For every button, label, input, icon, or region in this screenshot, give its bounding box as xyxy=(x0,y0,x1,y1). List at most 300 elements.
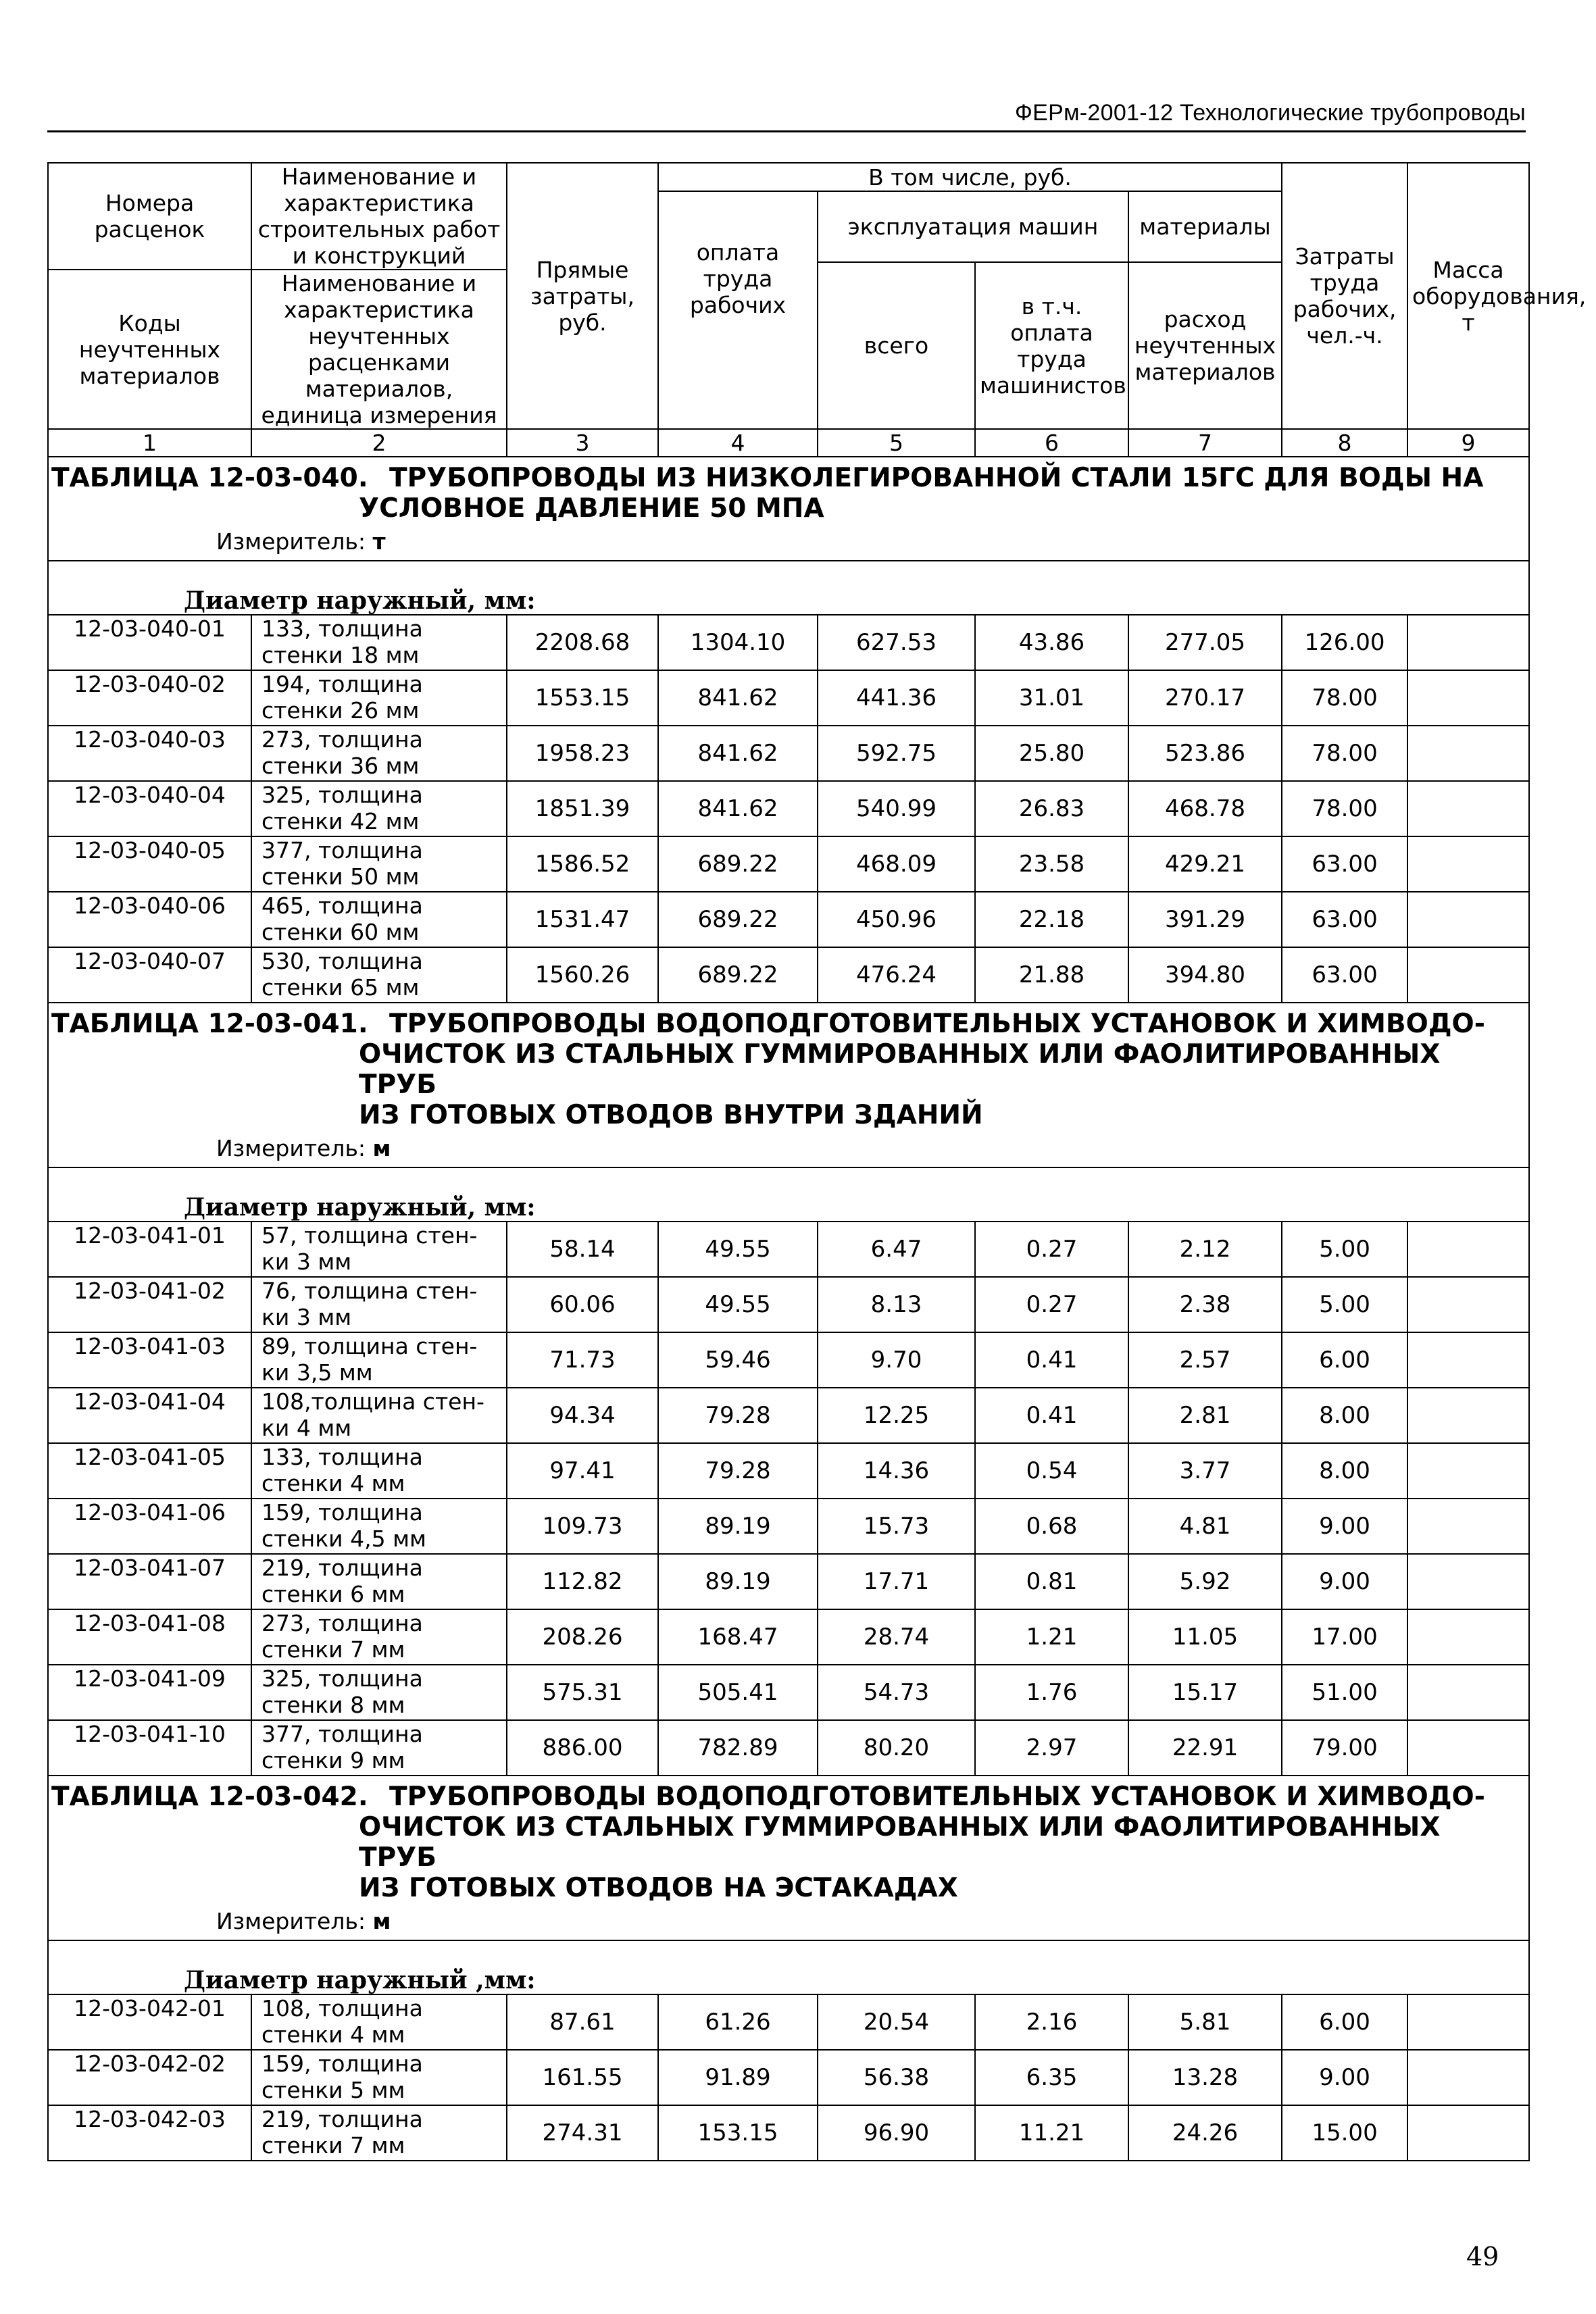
materials-cost-cell: 4.81 xyxy=(1128,1499,1282,1554)
equipment-mass-cell xyxy=(1407,1443,1529,1499)
rate-description xyxy=(251,836,507,892)
labor-hours-cell: 6.00 xyxy=(1282,1332,1407,1388)
section-title xyxy=(48,1003,1529,1130)
labor-hours-cell: 5.00 xyxy=(1282,1277,1407,1332)
description-line: стенки 50 мм xyxy=(261,863,420,890)
materials-cost-cell: 2.12 xyxy=(1128,1222,1282,1277)
materials-cost-cell: 2.38 xyxy=(1128,1277,1282,1332)
description-line: стенки 4,5 мм xyxy=(261,1526,426,1552)
labor-pay-cell: 89.19 xyxy=(658,1499,818,1554)
labor-hours-cell: 126.00 xyxy=(1282,615,1407,670)
rate-description xyxy=(251,1609,507,1665)
labor-pay-cell: 505.41 xyxy=(658,1665,818,1720)
operators-pay-cell: 43.86 xyxy=(975,615,1128,670)
labor-pay-cell: 79.28 xyxy=(658,1443,818,1499)
section-title-line xyxy=(51,1782,1526,1812)
table-row xyxy=(48,892,1529,947)
description-line: 530, толщина xyxy=(261,948,423,974)
labor-hours-cell: 78.00 xyxy=(1282,781,1407,836)
direct-cost-cell: 2208.68 xyxy=(507,615,658,670)
section-title-line: ОЧИСТОК ИЗ СТАЛЬНЫХ ГУММИРОВАННЫХ ИЛИ ФАОЛИТИРОВАННЫХ ТРУБ xyxy=(359,1039,1441,1100)
col3-header: Прямые затраты, руб. xyxy=(507,163,658,429)
description-line: 377, толщина xyxy=(261,1721,423,1747)
section-title-row xyxy=(48,457,1529,524)
labor-pay-cell: 689.22 xyxy=(658,836,818,892)
diameter-label: Диаметр наружный, мм: xyxy=(48,1167,1529,1222)
rate-code: 12-03-041-07 xyxy=(48,1554,251,1609)
description-line: ки 3 мм xyxy=(261,1304,352,1330)
direct-cost-cell: 97.41 xyxy=(507,1443,658,1499)
description-line: ки 3 мм xyxy=(261,1249,352,1275)
labor-hours-cell: 8.00 xyxy=(1282,1443,1407,1499)
materials-cost-cell: 22.91 xyxy=(1128,1720,1282,1776)
col-number: 6 xyxy=(975,429,1128,457)
rate-code: 12-03-041-05 xyxy=(48,1443,251,1499)
labor-pay-cell: 1304.10 xyxy=(658,615,818,670)
machines-total-cell: 80.20 xyxy=(818,1720,975,1776)
materials-cost-cell: 523.86 xyxy=(1128,726,1282,781)
direct-cost-cell: 1851.39 xyxy=(507,781,658,836)
table-header xyxy=(48,163,1587,457)
description-line: стенки 9 мм xyxy=(261,1747,405,1774)
description-line: стенки 6 мм xyxy=(261,1581,405,1607)
operators-pay-cell: 0.27 xyxy=(975,1222,1128,1277)
section-title-text: ТРУБОПРОВОДЫ ВОДОПОДГОТОВИТЕЛЬНЫХ УСТАНОВОК И ХИМВОДО- xyxy=(389,1009,1485,1039)
section-title-line: ИЗ ГОТОВЫХ ОТВОДОВ НА ЭСТАКАДАХ xyxy=(359,1873,958,1903)
description-line: 89, толщина стен- xyxy=(261,1333,478,1359)
labor-pay-cell: 49.55 xyxy=(658,1277,818,1332)
table-row xyxy=(48,1665,1529,1720)
description-line: 133, толщина xyxy=(261,615,423,642)
materials-cost-cell: 394.80 xyxy=(1128,947,1282,1003)
col4-header: оплата труда рабочих xyxy=(658,191,818,429)
description-line: 159, толщина xyxy=(261,2051,423,2077)
description-line: стенки 36 мм xyxy=(261,753,420,779)
description-line: 57, толщина стен- xyxy=(261,1222,478,1249)
labor-pay-cell: 89.19 xyxy=(658,1554,818,1609)
rate-code: 12-03-040-07 xyxy=(48,947,251,1003)
col2-top-header: Наименование и характеристика строительных работ и конструкций xyxy=(251,163,507,270)
section-title-line: УСЛОВНОЕ ДАВЛЕНИЕ 50 МПА xyxy=(359,493,824,524)
col7-header: расход неучтенных материалов xyxy=(1128,262,1282,429)
machines-total-cell: 450.96 xyxy=(818,892,975,947)
table-row xyxy=(48,1554,1529,1609)
table-row xyxy=(48,1499,1529,1554)
description-line: ки 3,5 мм xyxy=(261,1359,373,1386)
rate-description xyxy=(251,1277,507,1332)
equipment-mass-cell xyxy=(1407,781,1529,836)
table-row xyxy=(48,670,1529,726)
measure-label: Измеритель: xyxy=(216,528,366,555)
labor-hours-cell: 15.00 xyxy=(1282,2105,1407,2161)
rate-code: 12-03-041-01 xyxy=(48,1222,251,1277)
table-row xyxy=(48,947,1529,1003)
incl-header: В том числе, руб. xyxy=(658,163,1282,191)
operators-pay-cell: 0.41 xyxy=(975,1388,1128,1443)
table-row xyxy=(48,1332,1529,1388)
rate-description xyxy=(251,1443,507,1499)
measure-row xyxy=(48,1130,1529,1167)
direct-cost-cell: 87.61 xyxy=(507,1994,658,2050)
description-line: стенки 4 мм xyxy=(261,2021,405,2048)
materials-cost-cell: 5.81 xyxy=(1128,1994,1282,2050)
labor-hours-cell: 9.00 xyxy=(1282,2050,1407,2105)
materials-cost-cell: 2.57 xyxy=(1128,1332,1282,1388)
labor-pay-cell: 841.62 xyxy=(658,726,818,781)
description-line: 219, толщина xyxy=(261,1555,423,1581)
labor-pay-cell: 61.26 xyxy=(658,1994,818,2050)
equipment-mass-cell xyxy=(1407,1720,1529,1776)
rate-code: 12-03-041-03 xyxy=(48,1332,251,1388)
machines-total-cell: 15.73 xyxy=(818,1499,975,1554)
description-line: ки 4 мм xyxy=(261,1415,352,1441)
labor-pay-cell: 841.62 xyxy=(658,670,818,726)
description-line: стенки 7 мм xyxy=(261,1636,405,1663)
section-title-row xyxy=(48,1003,1529,1130)
measure-unit xyxy=(48,1130,1529,1167)
diameter-label: Диаметр наружный, мм: xyxy=(48,561,1529,615)
equipment-mass-cell xyxy=(1407,1994,1529,2050)
measure-value: м xyxy=(372,1908,391,1934)
materials-cost-cell: 277.05 xyxy=(1128,615,1282,670)
labor-pay-cell: 689.22 xyxy=(658,892,818,947)
machines-total-cell: 56.38 xyxy=(818,2050,975,2105)
table-row xyxy=(48,726,1529,781)
rate-description xyxy=(251,2050,507,2105)
section-number: ТАБЛИЦА 12-03-042. xyxy=(51,1782,368,1812)
rate-code: 12-03-040-01 xyxy=(48,615,251,670)
rate-description xyxy=(251,1554,507,1609)
materials-cost-cell: 5.92 xyxy=(1128,1554,1282,1609)
description-line: стенки 26 мм xyxy=(261,697,420,724)
diameter-label: Диаметр наружный ,мм: xyxy=(48,1940,1529,1994)
description-line: 325, толщина xyxy=(261,782,423,808)
section-number: ТАБЛИЦА 12-03-041. xyxy=(51,1009,368,1039)
operators-pay-cell: 25.80 xyxy=(975,726,1128,781)
labor-hours-cell: 5.00 xyxy=(1282,1222,1407,1277)
section-title-row xyxy=(48,1776,1529,1903)
rate-code: 12-03-041-02 xyxy=(48,1277,251,1332)
table-body xyxy=(48,457,1529,2161)
section-title-line: ОЧИСТОК ИЗ СТАЛЬНЫХ ГУММИРОВАННЫХ ИЛИ ФАОЛИТИРОВАННЫХ ТРУБ xyxy=(359,1812,1441,1873)
description-line: 273, толщина xyxy=(261,726,423,753)
materials-cost-cell: 391.29 xyxy=(1128,892,1282,947)
col-number: 4 xyxy=(658,429,818,457)
labor-hours-cell: 17.00 xyxy=(1282,1609,1407,1665)
measure-unit xyxy=(48,524,1529,561)
machines-header: эксплуатация машин xyxy=(818,191,1128,262)
description-line: стенки 60 мм xyxy=(261,919,420,945)
operators-pay-cell: 26.83 xyxy=(975,781,1128,836)
direct-cost-cell: 886.00 xyxy=(507,1720,658,1776)
direct-cost-cell: 1560.26 xyxy=(507,947,658,1003)
table-row xyxy=(48,1720,1529,1776)
rate-code: 12-03-041-10 xyxy=(48,1720,251,1776)
equipment-mass-cell xyxy=(1407,2105,1529,2161)
description-line: стенки 5 мм xyxy=(261,2077,405,2103)
page-number: 49 xyxy=(1466,2242,1499,2271)
section-title xyxy=(48,1776,1529,1903)
rate-description xyxy=(251,1994,507,2050)
operators-pay-cell: 31.01 xyxy=(975,670,1128,726)
operators-pay-cell: 0.27 xyxy=(975,1277,1128,1332)
description-line: 76, толщина стен- xyxy=(261,1278,478,1304)
materials-cost-cell: 13.28 xyxy=(1128,2050,1282,2105)
rate-description xyxy=(251,1388,507,1443)
table-row xyxy=(48,781,1529,836)
labor-hours-cell: 9.00 xyxy=(1282,1554,1407,1609)
machines-total-cell: 12.25 xyxy=(818,1388,975,1443)
description-line: 465, толщина xyxy=(261,892,423,919)
measure-row xyxy=(48,524,1529,561)
col8-header: Затраты труда рабочих, чел.-ч. xyxy=(1282,163,1407,429)
machines-total-cell: 17.71 xyxy=(818,1554,975,1609)
materials-cost-cell: 468.78 xyxy=(1128,781,1282,836)
operators-pay-cell: 11.21 xyxy=(975,2105,1128,2161)
description-line: 219, толщина xyxy=(261,2106,423,2132)
direct-cost-cell: 71.73 xyxy=(507,1332,658,1388)
section-title-line xyxy=(51,1009,1526,1039)
diameter-row xyxy=(48,1167,1529,1222)
table-row xyxy=(48,1388,1529,1443)
description-line: стенки 8 мм xyxy=(261,1692,405,1718)
description-line: стенки 4 мм xyxy=(261,1470,405,1496)
running-header: ФЕРм-2001-12 Технологические трубопроводы xyxy=(1015,100,1526,126)
direct-cost-cell: 60.06 xyxy=(507,1277,658,1332)
materials-cost-cell: 11.05 xyxy=(1128,1609,1282,1665)
operators-pay-cell: 2.97 xyxy=(975,1720,1128,1776)
rate-description xyxy=(251,947,507,1003)
table-row xyxy=(48,836,1529,892)
equipment-mass-cell xyxy=(1407,1499,1529,1554)
materials-cost-cell: 15.17 xyxy=(1128,1665,1282,1720)
rate-description xyxy=(251,1720,507,1776)
col5-header: всего xyxy=(818,262,975,429)
labor-hours-cell: 78.00 xyxy=(1282,670,1407,726)
col-number: 1 xyxy=(48,429,251,457)
col1-bottom-header: Коды неучтенных материалов xyxy=(48,270,251,429)
machines-total-cell: 96.90 xyxy=(818,2105,975,2161)
labor-pay-cell: 689.22 xyxy=(658,947,818,1003)
section-number: ТАБЛИЦА 12-03-040. xyxy=(51,463,368,493)
table-row xyxy=(48,1277,1529,1332)
equipment-mass-cell xyxy=(1407,1554,1529,1609)
measure-label: Измеритель: xyxy=(216,1908,366,1934)
labor-pay-cell: 168.47 xyxy=(658,1609,818,1665)
operators-pay-cell: 0.41 xyxy=(975,1332,1128,1388)
operators-pay-cell: 6.35 xyxy=(975,2050,1128,2105)
header-rule xyxy=(47,130,1526,132)
equipment-mass-cell xyxy=(1407,1388,1529,1443)
machines-total-cell: 592.75 xyxy=(818,726,975,781)
description-line: стенки 18 мм xyxy=(261,642,420,668)
machines-total-cell: 20.54 xyxy=(818,1994,975,2050)
equipment-mass-cell xyxy=(1407,1332,1529,1388)
direct-cost-cell: 208.26 xyxy=(507,1609,658,1665)
description-line: стенки 7 мм xyxy=(261,2132,405,2159)
description-line: 325, толщина xyxy=(261,1665,423,1692)
materials-header: материалы xyxy=(1128,191,1282,262)
col-number: 2 xyxy=(251,429,507,457)
table-row xyxy=(48,1609,1529,1665)
col1-top-header: Номера расценок xyxy=(48,163,251,270)
measure-value: т xyxy=(372,528,386,555)
equipment-mass-cell xyxy=(1407,1222,1529,1277)
direct-cost-cell: 1958.23 xyxy=(507,726,658,781)
labor-hours-cell: 8.00 xyxy=(1282,1388,1407,1443)
rate-description xyxy=(251,615,507,670)
equipment-mass-cell xyxy=(1407,892,1529,947)
rate-code: 12-03-041-04 xyxy=(48,1388,251,1443)
measure-value: м xyxy=(372,1135,391,1161)
machines-total-cell: 441.36 xyxy=(818,670,975,726)
rate-code: 12-03-041-09 xyxy=(48,1665,251,1720)
table-row xyxy=(48,1443,1529,1499)
machines-total-cell: 28.74 xyxy=(818,1609,975,1665)
rate-description xyxy=(251,670,507,726)
equipment-mass-cell xyxy=(1407,1609,1529,1665)
operators-pay-cell: 22.18 xyxy=(975,892,1128,947)
measure-row xyxy=(48,1903,1529,1940)
rate-description xyxy=(251,1665,507,1720)
rate-description xyxy=(251,2105,507,2161)
labor-pay-cell: 49.55 xyxy=(658,1222,818,1277)
machines-total-cell: 6.47 xyxy=(818,1222,975,1277)
rate-code: 12-03-040-04 xyxy=(48,781,251,836)
rate-code: 12-03-040-06 xyxy=(48,892,251,947)
machines-total-cell: 476.24 xyxy=(818,947,975,1003)
direct-cost-cell: 1531.47 xyxy=(507,892,658,947)
column-number-row xyxy=(48,429,1529,457)
materials-cost-cell: 270.17 xyxy=(1128,670,1282,726)
equipment-mass-cell xyxy=(1407,1665,1529,1720)
labor-hours-cell: 79.00 xyxy=(1282,1720,1407,1776)
labor-pay-cell: 782.89 xyxy=(658,1720,818,1776)
rate-code: 12-03-042-01 xyxy=(48,1994,251,2050)
operators-pay-cell: 1.76 xyxy=(975,1665,1128,1720)
section-title-text: ТРУБОПРОВОДЫ ИЗ НИЗКОЛЕГИРОВАННОЙ СТАЛИ 15ГС ДЛЯ ВОДЫ НА xyxy=(389,463,1484,493)
operators-pay-cell: 0.54 xyxy=(975,1443,1128,1499)
description-line: стенки 42 мм xyxy=(261,808,420,834)
equipment-mass-cell xyxy=(1407,1277,1529,1332)
description-line: 108, толщина xyxy=(261,1995,423,2021)
direct-cost-cell: 112.82 xyxy=(507,1554,658,1609)
equipment-mass-cell xyxy=(1407,726,1529,781)
labor-hours-cell: 9.00 xyxy=(1282,1499,1407,1554)
description-line: 377, толщина xyxy=(261,837,423,863)
rate-code: 12-03-042-03 xyxy=(48,2105,251,2161)
table-row xyxy=(48,2105,1529,2161)
direct-cost-cell: 161.55 xyxy=(507,2050,658,2105)
machines-total-cell: 54.73 xyxy=(818,1665,975,1720)
direct-cost-cell: 109.73 xyxy=(507,1499,658,1554)
description-line: 133, толщина xyxy=(261,1444,423,1470)
rate-code: 12-03-040-03 xyxy=(48,726,251,781)
direct-cost-cell: 1553.15 xyxy=(507,670,658,726)
labor-hours-cell: 78.00 xyxy=(1282,726,1407,781)
labor-hours-cell: 6.00 xyxy=(1282,1994,1407,2050)
operators-pay-cell: 2.16 xyxy=(975,1994,1128,2050)
operators-pay-cell: 23.58 xyxy=(975,836,1128,892)
materials-cost-cell: 2.81 xyxy=(1128,1388,1282,1443)
materials-cost-cell: 429.21 xyxy=(1128,836,1282,892)
description-line: 159, толщина xyxy=(261,1499,423,1526)
rate-code: 12-03-040-02 xyxy=(48,670,251,726)
equipment-mass-cell xyxy=(1407,615,1529,670)
labor-hours-cell: 63.00 xyxy=(1282,892,1407,947)
operators-pay-cell: 21.88 xyxy=(975,947,1128,1003)
rate-code: 12-03-041-08 xyxy=(48,1609,251,1665)
rate-code: 12-03-042-02 xyxy=(48,2050,251,2105)
labor-pay-cell: 153.15 xyxy=(658,2105,818,2161)
description-line: 273, толщина xyxy=(261,1610,423,1636)
labor-pay-cell: 79.28 xyxy=(658,1388,818,1443)
machines-total-cell: 14.36 xyxy=(818,1443,975,1499)
measure-unit xyxy=(48,1903,1529,1940)
machines-total-cell: 468.09 xyxy=(818,836,975,892)
materials-cost-cell: 24.26 xyxy=(1128,2105,1282,2161)
equipment-mass-cell xyxy=(1407,670,1529,726)
labor-pay-cell: 841.62 xyxy=(658,781,818,836)
rates-table xyxy=(47,162,1587,2161)
labor-hours-cell: 63.00 xyxy=(1282,947,1407,1003)
operators-pay-cell: 0.68 xyxy=(975,1499,1128,1554)
col6-header: в т.ч. оплата труда машинистов xyxy=(975,262,1128,429)
machines-total-cell: 9.70 xyxy=(818,1332,975,1388)
section-title-line: ИЗ ГОТОВЫХ ОТВОДОВ ВНУТРИ ЗДАНИЙ xyxy=(359,1100,983,1130)
rate-description xyxy=(251,781,507,836)
machines-total-cell: 540.99 xyxy=(818,781,975,836)
col-number: 9 xyxy=(1407,429,1529,457)
table-row xyxy=(48,1994,1529,2050)
rate-description xyxy=(251,1222,507,1277)
diameter-row xyxy=(48,561,1529,615)
direct-cost-cell: 58.14 xyxy=(507,1222,658,1277)
direct-cost-cell: 274.31 xyxy=(507,2105,658,2161)
direct-cost-cell: 575.31 xyxy=(507,1665,658,1720)
description-line: стенки 65 мм xyxy=(261,974,420,1001)
operators-pay-cell: 0.81 xyxy=(975,1554,1128,1609)
measure-label: Измеритель: xyxy=(216,1135,366,1161)
rate-code: 12-03-040-05 xyxy=(48,836,251,892)
table-row xyxy=(48,1222,1529,1277)
equipment-mass-cell xyxy=(1407,836,1529,892)
materials-cost-cell: 3.77 xyxy=(1128,1443,1282,1499)
col-number: 5 xyxy=(818,429,975,457)
description-line: 194, толщина xyxy=(261,671,423,697)
col-number: 7 xyxy=(1128,429,1282,457)
direct-cost-cell: 94.34 xyxy=(507,1388,658,1443)
diameter-row xyxy=(48,1940,1529,1994)
rate-description xyxy=(251,892,507,947)
machines-total-cell: 8.13 xyxy=(818,1277,975,1332)
col9-header: Масса оборудования, т xyxy=(1407,163,1529,429)
section-title-line xyxy=(51,463,1526,493)
description-line: 108,толщина стен- xyxy=(261,1388,484,1415)
col2-bottom-header: Наименование и характеристика неучтенных расценками материалов, единица измерения xyxy=(251,270,507,429)
labor-pay-cell: 59.46 xyxy=(658,1332,818,1388)
table-row xyxy=(48,615,1529,670)
labor-hours-cell: 63.00 xyxy=(1282,836,1407,892)
equipment-mass-cell xyxy=(1407,947,1529,1003)
col-number: 3 xyxy=(507,429,658,457)
machines-total-cell: 627.53 xyxy=(818,615,975,670)
rate-description xyxy=(251,1332,507,1388)
section-title xyxy=(48,457,1529,524)
direct-cost-cell: 1586.52 xyxy=(507,836,658,892)
table-row xyxy=(48,2050,1529,2105)
labor-pay-cell: 91.89 xyxy=(658,2050,818,2105)
